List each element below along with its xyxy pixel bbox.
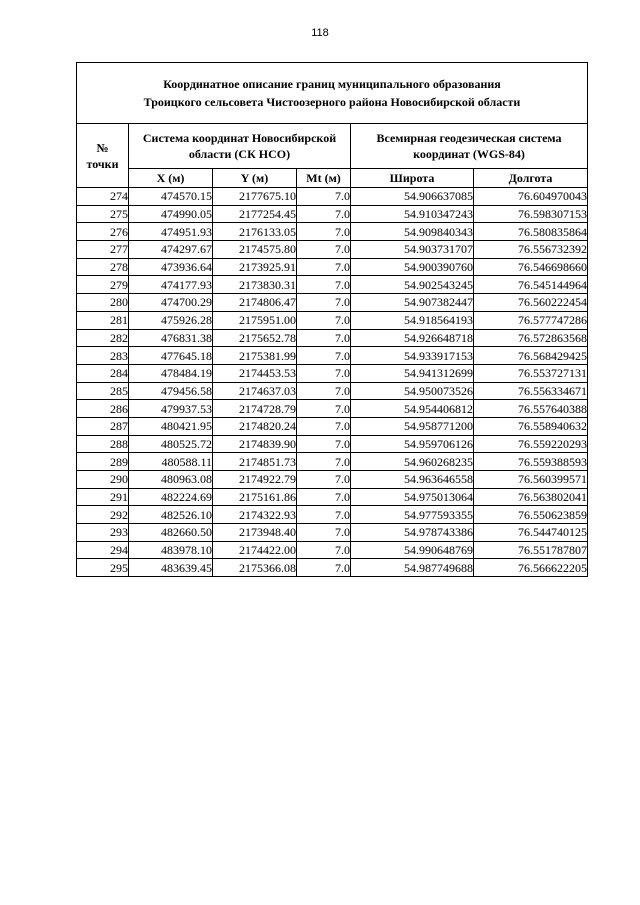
table-row	[77, 488, 588, 506]
x-cell: 477645.18	[129, 347, 213, 365]
latitude-cell: 54.959706126	[351, 435, 474, 453]
header-local-system: Система координат Новосибирской области (СК НСО)	[129, 124, 351, 169]
point-number-cell: 288	[77, 435, 129, 453]
x-cell: 482224.69	[129, 488, 213, 506]
point-number-cell: 295	[77, 559, 129, 577]
x-cell: 482526.10	[129, 506, 213, 524]
latitude-cell: 54.926648718	[351, 329, 474, 347]
longitude-cell: 76.559388593	[474, 453, 588, 471]
y-cell: 2174820.24	[213, 417, 297, 435]
latitude-cell: 54.903731707	[351, 241, 474, 259]
longitude-cell: 76.604970043	[474, 188, 588, 206]
longitude-cell: 76.544740125	[474, 524, 588, 542]
table-row	[77, 506, 588, 524]
mt-cell: 7.0	[297, 241, 351, 259]
mt-cell: 7.0	[297, 205, 351, 223]
mt-cell: 7.0	[297, 435, 351, 453]
latitude-cell: 54.907382447	[351, 294, 474, 312]
y-cell: 2177675.10	[213, 188, 297, 206]
longitude-cell: 76.556732392	[474, 241, 588, 259]
x-cell: 482660.50	[129, 524, 213, 542]
x-cell: 476831.38	[129, 329, 213, 347]
point-number-cell: 281	[77, 311, 129, 329]
point-number-cell: 289	[77, 453, 129, 471]
x-cell: 473936.64	[129, 258, 213, 276]
point-number-cell: 279	[77, 276, 129, 294]
latitude-cell: 54.977593355	[351, 506, 474, 524]
x-cell: 475926.28	[129, 311, 213, 329]
y-cell: 2174728.79	[213, 400, 297, 418]
point-number-cell: 292	[77, 506, 129, 524]
table-row	[77, 417, 588, 435]
table-row	[77, 276, 588, 294]
table-row	[77, 347, 588, 365]
x-cell: 474990.05	[129, 205, 213, 223]
y-cell: 2174851.73	[213, 453, 297, 471]
table-row	[77, 205, 588, 223]
y-cell: 2175161.86	[213, 488, 297, 506]
point-number-cell: 275	[77, 205, 129, 223]
longitude-cell: 76.577747286	[474, 311, 588, 329]
title-line-2: Троицкого сельсовета Чистоозерного района Новосибирской области	[143, 95, 521, 109]
longitude-cell: 76.558940632	[474, 417, 588, 435]
longitude-cell: 76.563802041	[474, 488, 588, 506]
mt-cell: 7.0	[297, 294, 351, 312]
longitude-cell: 76.598307153	[474, 205, 588, 223]
longitude-cell: 76.560399571	[474, 471, 588, 489]
longitude-cell: 76.556334671	[474, 382, 588, 400]
mt-cell: 7.0	[297, 188, 351, 206]
latitude-cell: 54.902543245	[351, 276, 474, 294]
x-cell: 483639.45	[129, 559, 213, 577]
y-cell: 2175652.78	[213, 329, 297, 347]
header-longitude: Долгота	[474, 169, 588, 188]
header-point-number-symbol: №	[96, 140, 109, 155]
x-cell: 479456.58	[129, 382, 213, 400]
y-cell: 2173925.91	[213, 258, 297, 276]
mt-cell: 7.0	[297, 400, 351, 418]
x-cell: 474700.29	[129, 294, 213, 312]
point-number-cell: 294	[77, 541, 129, 559]
table-row	[77, 471, 588, 489]
mt-cell: 7.0	[297, 276, 351, 294]
latitude-cell: 54.933917153	[351, 347, 474, 365]
latitude-cell: 54.900390760	[351, 258, 474, 276]
mt-cell: 7.0	[297, 541, 351, 559]
longitude-cell: 76.546698660	[474, 258, 588, 276]
table-body	[77, 188, 588, 577]
latitude-cell: 54.987749688	[351, 559, 474, 577]
point-number-cell: 282	[77, 329, 129, 347]
longitude-cell: 76.551787807	[474, 541, 588, 559]
x-cell: 474297.67	[129, 241, 213, 259]
point-number-cell: 274	[77, 188, 129, 206]
longitude-cell: 76.557640388	[474, 400, 588, 418]
table-row	[77, 294, 588, 312]
title-line-1: Координатное описание границ муниципального образования	[163, 77, 501, 91]
y-cell: 2174422.00	[213, 541, 297, 559]
mt-cell: 7.0	[297, 329, 351, 347]
header-mt: Mt (м)	[297, 169, 351, 188]
point-number-cell: 283	[77, 347, 129, 365]
latitude-cell: 54.954406812	[351, 400, 474, 418]
y-cell: 2174839.90	[213, 435, 297, 453]
y-cell: 2174575.80	[213, 241, 297, 259]
mt-cell: 7.0	[297, 471, 351, 489]
y-cell: 2176133.05	[213, 223, 297, 241]
x-cell: 474951.93	[129, 223, 213, 241]
table-row	[77, 364, 588, 382]
x-cell: 478484.19	[129, 364, 213, 382]
header-point-number	[77, 124, 129, 188]
mt-cell: 7.0	[297, 417, 351, 435]
y-cell: 2174922.79	[213, 471, 297, 489]
table-row	[77, 541, 588, 559]
document-title	[77, 63, 588, 124]
point-number-cell: 284	[77, 364, 129, 382]
point-number-cell: 277	[77, 241, 129, 259]
longitude-cell: 76.568429425	[474, 347, 588, 365]
mt-cell: 7.0	[297, 506, 351, 524]
point-number-cell: 291	[77, 488, 129, 506]
table-row	[77, 223, 588, 241]
point-number-cell: 290	[77, 471, 129, 489]
x-cell: 474570.15	[129, 188, 213, 206]
latitude-cell: 54.909840343	[351, 223, 474, 241]
latitude-cell: 54.960268235	[351, 453, 474, 471]
longitude-cell: 76.572863568	[474, 329, 588, 347]
latitude-cell: 54.950073526	[351, 382, 474, 400]
mt-cell: 7.0	[297, 311, 351, 329]
y-cell: 2174453.53	[213, 364, 297, 382]
point-number-cell: 286	[77, 400, 129, 418]
x-cell: 479937.53	[129, 400, 213, 418]
point-number-cell: 287	[77, 417, 129, 435]
point-number-cell: 280	[77, 294, 129, 312]
table-row	[77, 311, 588, 329]
longitude-cell: 76.545144964	[474, 276, 588, 294]
y-cell: 2177254.45	[213, 205, 297, 223]
mt-cell: 7.0	[297, 453, 351, 471]
y-cell: 2174637.03	[213, 382, 297, 400]
longitude-cell: 76.550623859	[474, 506, 588, 524]
table-row	[77, 241, 588, 259]
x-cell: 474177.93	[129, 276, 213, 294]
point-number-cell: 285	[77, 382, 129, 400]
table-row	[77, 188, 588, 206]
table-row	[77, 329, 588, 347]
latitude-cell: 54.975013064	[351, 488, 474, 506]
latitude-cell: 54.906637085	[351, 188, 474, 206]
table-row	[77, 524, 588, 542]
header-point-number-label: точки	[86, 156, 119, 171]
coordinates-table	[76, 62, 588, 577]
latitude-cell: 54.963646558	[351, 471, 474, 489]
y-cell: 2175951.00	[213, 311, 297, 329]
mt-cell: 7.0	[297, 382, 351, 400]
latitude-cell: 54.990648769	[351, 541, 474, 559]
mt-cell: 7.0	[297, 524, 351, 542]
mt-cell: 7.0	[297, 488, 351, 506]
mt-cell: 7.0	[297, 559, 351, 577]
table-row	[77, 453, 588, 471]
header-global-system: Всемирная геодезическая система координат (WGS-84)	[351, 124, 588, 169]
mt-cell: 7.0	[297, 223, 351, 241]
mt-cell: 7.0	[297, 364, 351, 382]
y-cell: 2175381.99	[213, 347, 297, 365]
x-cell: 480421.95	[129, 417, 213, 435]
y-cell: 2173830.31	[213, 276, 297, 294]
longitude-cell: 76.559220293	[474, 435, 588, 453]
y-cell: 2173948.40	[213, 524, 297, 542]
table-row	[77, 400, 588, 418]
mt-cell: 7.0	[297, 258, 351, 276]
longitude-cell: 76.566622205	[474, 559, 588, 577]
mt-cell: 7.0	[297, 347, 351, 365]
y-cell: 2174322.93	[213, 506, 297, 524]
table-row	[77, 559, 588, 577]
y-cell: 2174806.47	[213, 294, 297, 312]
table-row	[77, 435, 588, 453]
x-cell: 480588.11	[129, 453, 213, 471]
latitude-cell: 54.958771200	[351, 417, 474, 435]
page-number: 118	[311, 27, 329, 39]
header-latitude: Широта	[351, 169, 474, 188]
x-cell: 480963.08	[129, 471, 213, 489]
latitude-cell: 54.910347243	[351, 205, 474, 223]
y-cell: 2175366.08	[213, 559, 297, 577]
point-number-cell: 293	[77, 524, 129, 542]
header-y: Y (м)	[213, 169, 297, 188]
longitude-cell: 76.553727131	[474, 364, 588, 382]
table-row	[77, 258, 588, 276]
table-row	[77, 382, 588, 400]
latitude-cell: 54.978743386	[351, 524, 474, 542]
longitude-cell: 76.580835864	[474, 223, 588, 241]
point-number-cell: 278	[77, 258, 129, 276]
latitude-cell: 54.918564193	[351, 311, 474, 329]
x-cell: 480525.72	[129, 435, 213, 453]
x-cell: 483978.10	[129, 541, 213, 559]
longitude-cell: 76.560222454	[474, 294, 588, 312]
point-number-cell: 276	[77, 223, 129, 241]
latitude-cell: 54.941312699	[351, 364, 474, 382]
header-x: X (м)	[129, 169, 213, 188]
